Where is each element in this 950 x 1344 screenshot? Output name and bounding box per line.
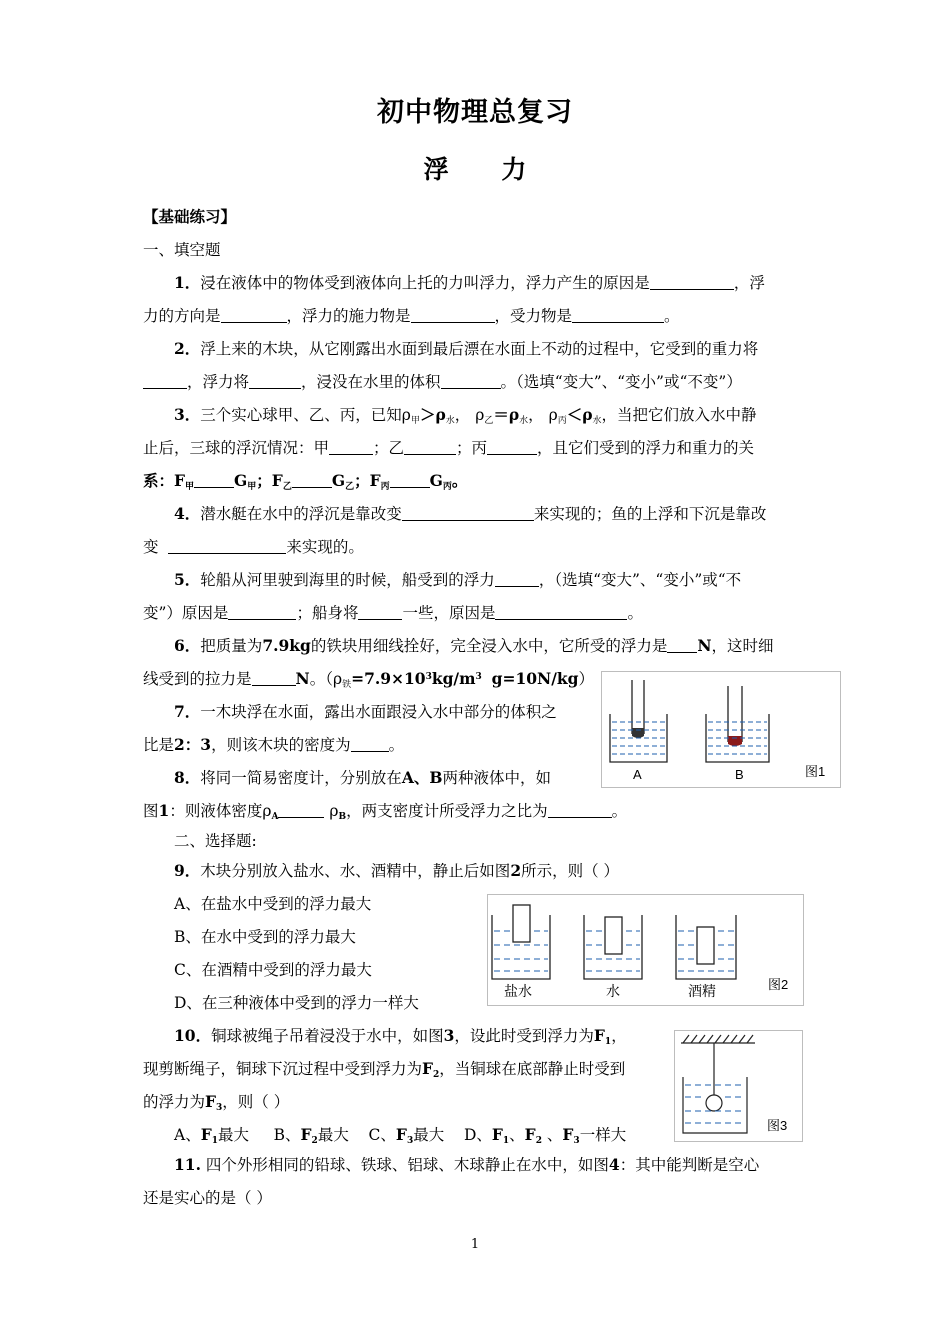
question-9-option-d[interactable]: D、在三种液体中受到的浮力一样大 xyxy=(174,994,419,1012)
blank[interactable] xyxy=(487,439,537,455)
figure-2-label-salt-water: 盐水 xyxy=(504,984,532,1000)
question-10-option-d[interactable]: D、$F_1$、$F_2$ 、$F_3$一样大 xyxy=(463,1125,627,1146)
copper-ball xyxy=(706,1095,722,1111)
figure-2-caption: 图2 xyxy=(768,977,789,992)
section-fill: 一、填空题 xyxy=(143,241,221,259)
blank[interactable] xyxy=(667,637,697,653)
question-3-line2: 止后，三球的浮沉情况：甲 ；乙 ；丙 ，且它们受到的浮力和重力的关 xyxy=(143,439,755,457)
blank[interactable] xyxy=(495,571,539,587)
figure-2-drawing xyxy=(488,895,803,1005)
question-10-line3: 的浮力为$F_3$，则（ ） xyxy=(143,1092,290,1113)
blank[interactable] xyxy=(278,802,324,818)
figure-2 xyxy=(487,894,804,1006)
figure-1-caption: 图1 xyxy=(805,764,826,779)
question-4-line1: 4．潜水艇在水中的浮沉是靠改变 来实现的；鱼的上浮和下沉是靠改 xyxy=(174,504,767,523)
blank[interactable] xyxy=(650,274,734,290)
question-5-line1: 5．轮船从河里驶到海里的时候，船受到的浮力 ，（选填“变大”、“变小”或“不 xyxy=(174,570,742,589)
blank[interactable] xyxy=(572,307,664,323)
block-alcohol xyxy=(697,927,714,964)
question-8-line1: 8．将同一简易密度计，分别放在A、B两种液体中，如 xyxy=(174,768,551,787)
blank[interactable] xyxy=(441,373,501,389)
question-10-options xyxy=(174,1125,626,1145)
question-2-line2: ，浮力将 ，浸没在水里的体积 。（选填“变大”、“变小”或“不变”） xyxy=(143,372,742,392)
blank[interactable] xyxy=(390,472,430,488)
blank[interactable] xyxy=(402,505,534,521)
question-10-option-c[interactable]: C、$F_3$最大 xyxy=(368,1125,445,1146)
question-9-option-a[interactable]: A、在盐水中受到的浮力最大 xyxy=(174,895,372,913)
question-3-line1: 3．三个实心球甲、乙、丙，已知$\rho_甲>\rho_水$， $\rho_乙=\rho_水$， $\rho_丙<\rho_水$，当把它们放入水中静 xyxy=(174,405,757,426)
figure-1-drawing xyxy=(602,672,840,787)
section-choice: 二、选择题: xyxy=(174,832,257,850)
blank[interactable] xyxy=(411,307,495,323)
blank[interactable] xyxy=(495,604,627,620)
figure-2-label-water: 水 xyxy=(606,984,620,1000)
blank[interactable] xyxy=(292,472,332,488)
figure-1-label-a: A xyxy=(633,767,642,782)
blank[interactable] xyxy=(228,604,296,620)
blank[interactable] xyxy=(548,802,612,818)
question-10-line2: 现剪断绳子，铜球下沉过程中受到浮力为$F_2$，当铜球在底部静止时受到 xyxy=(143,1059,626,1080)
blank[interactable] xyxy=(252,670,296,686)
page-number: 1 xyxy=(470,1237,480,1252)
blank[interactable] xyxy=(221,307,287,323)
blank[interactable] xyxy=(249,373,301,389)
question-2-line1: 2．浮上来的木块，从它刚露出水面到最后漂在水面上不动的过程中，它受到的重力将 xyxy=(174,339,759,358)
question-10-option-a[interactable]: A、$F_1$最大 xyxy=(174,1125,249,1146)
blank[interactable] xyxy=(404,439,456,455)
figure-1-label-b: B xyxy=(735,767,744,782)
block-water xyxy=(605,917,622,954)
question-6-line1: 6．把质量为7.9kg的铁块用细线拴好，完全浸入水中，它所受的浮力是 N，这时细 xyxy=(174,636,774,655)
figure-1 xyxy=(601,671,841,788)
blank[interactable] xyxy=(351,736,389,752)
blank[interactable] xyxy=(143,373,187,389)
blank[interactable] xyxy=(358,604,402,620)
question-10-line1: 10．铜球被绳子吊着浸没于水中，如图3，设此时受到浮力为$F_1$， xyxy=(174,1026,627,1047)
figure-3-drawing xyxy=(675,1031,802,1141)
question-5-line2: 变”）原因是 ；船身将 一些，原因是 。 xyxy=(143,604,643,622)
question-1-line2: 力的方向是 ，浮力的施力物是 ，受力物是 。 xyxy=(143,307,680,325)
blank[interactable] xyxy=(168,538,286,554)
liquid-lines xyxy=(612,722,767,754)
section-basic: 【基础练习】 xyxy=(143,207,237,226)
question-10-option-b[interactable]: B、$F_2$最大 xyxy=(273,1125,349,1146)
question-6-line2: 线受到的拉力是 N。（$\rho_铁=7.9\times 10^3kg/m^3$ g=10N/kg） xyxy=(143,669,594,690)
page-title: 初中物理总复习 xyxy=(377,97,573,128)
question-4-line2: 变 来实现的。 xyxy=(143,538,364,556)
question-7-line2: 比是2：3，则该木块的密度为 。 xyxy=(143,735,405,754)
page-subtitle: 浮 力 xyxy=(423,155,549,184)
block-salt-water xyxy=(513,905,530,942)
question-11-line1: 11. 四个外形相同的铅球、铁球、铝球、木球静止在水中，如图4：其中能判断是空心 xyxy=(174,1155,760,1174)
figure-3-caption: 图3 xyxy=(767,1118,788,1133)
question-11-line2: 还是实心的是（ ） xyxy=(143,1189,272,1207)
question-7-line1: 7．一木块浮在水面，露出水面跟浸入水中部分的体积之 xyxy=(174,702,557,721)
question-9-option-c[interactable]: C、在酒精中受到的浮力最大 xyxy=(174,961,372,979)
question-9-option-b[interactable]: B、在水中受到的浮力最大 xyxy=(174,928,356,946)
figure-3 xyxy=(674,1030,803,1142)
question-9-stem: 9．木块分别放入盐水、水、酒精中，静止后如图2所示，则（ ） xyxy=(174,861,620,880)
question-8-line2: 图1：则液体密度$\rho_A$ $\rho_B$，两支密度计所受浮力之比为 。 xyxy=(143,801,628,822)
figure-2-label-alcohol: 酒精 xyxy=(688,984,716,1000)
blank[interactable] xyxy=(194,472,234,488)
blank[interactable] xyxy=(329,439,373,455)
question-3-line3: 系：$F_甲$ $G_甲$；$F_乙$ $G_乙$；$F_丙$ $G_丙$。 xyxy=(143,471,468,492)
question-1-line1: 1．浸在液体中的物体受到液体向上托的力叫浮力，浮力产生的原因是 ，浮 xyxy=(174,273,765,292)
